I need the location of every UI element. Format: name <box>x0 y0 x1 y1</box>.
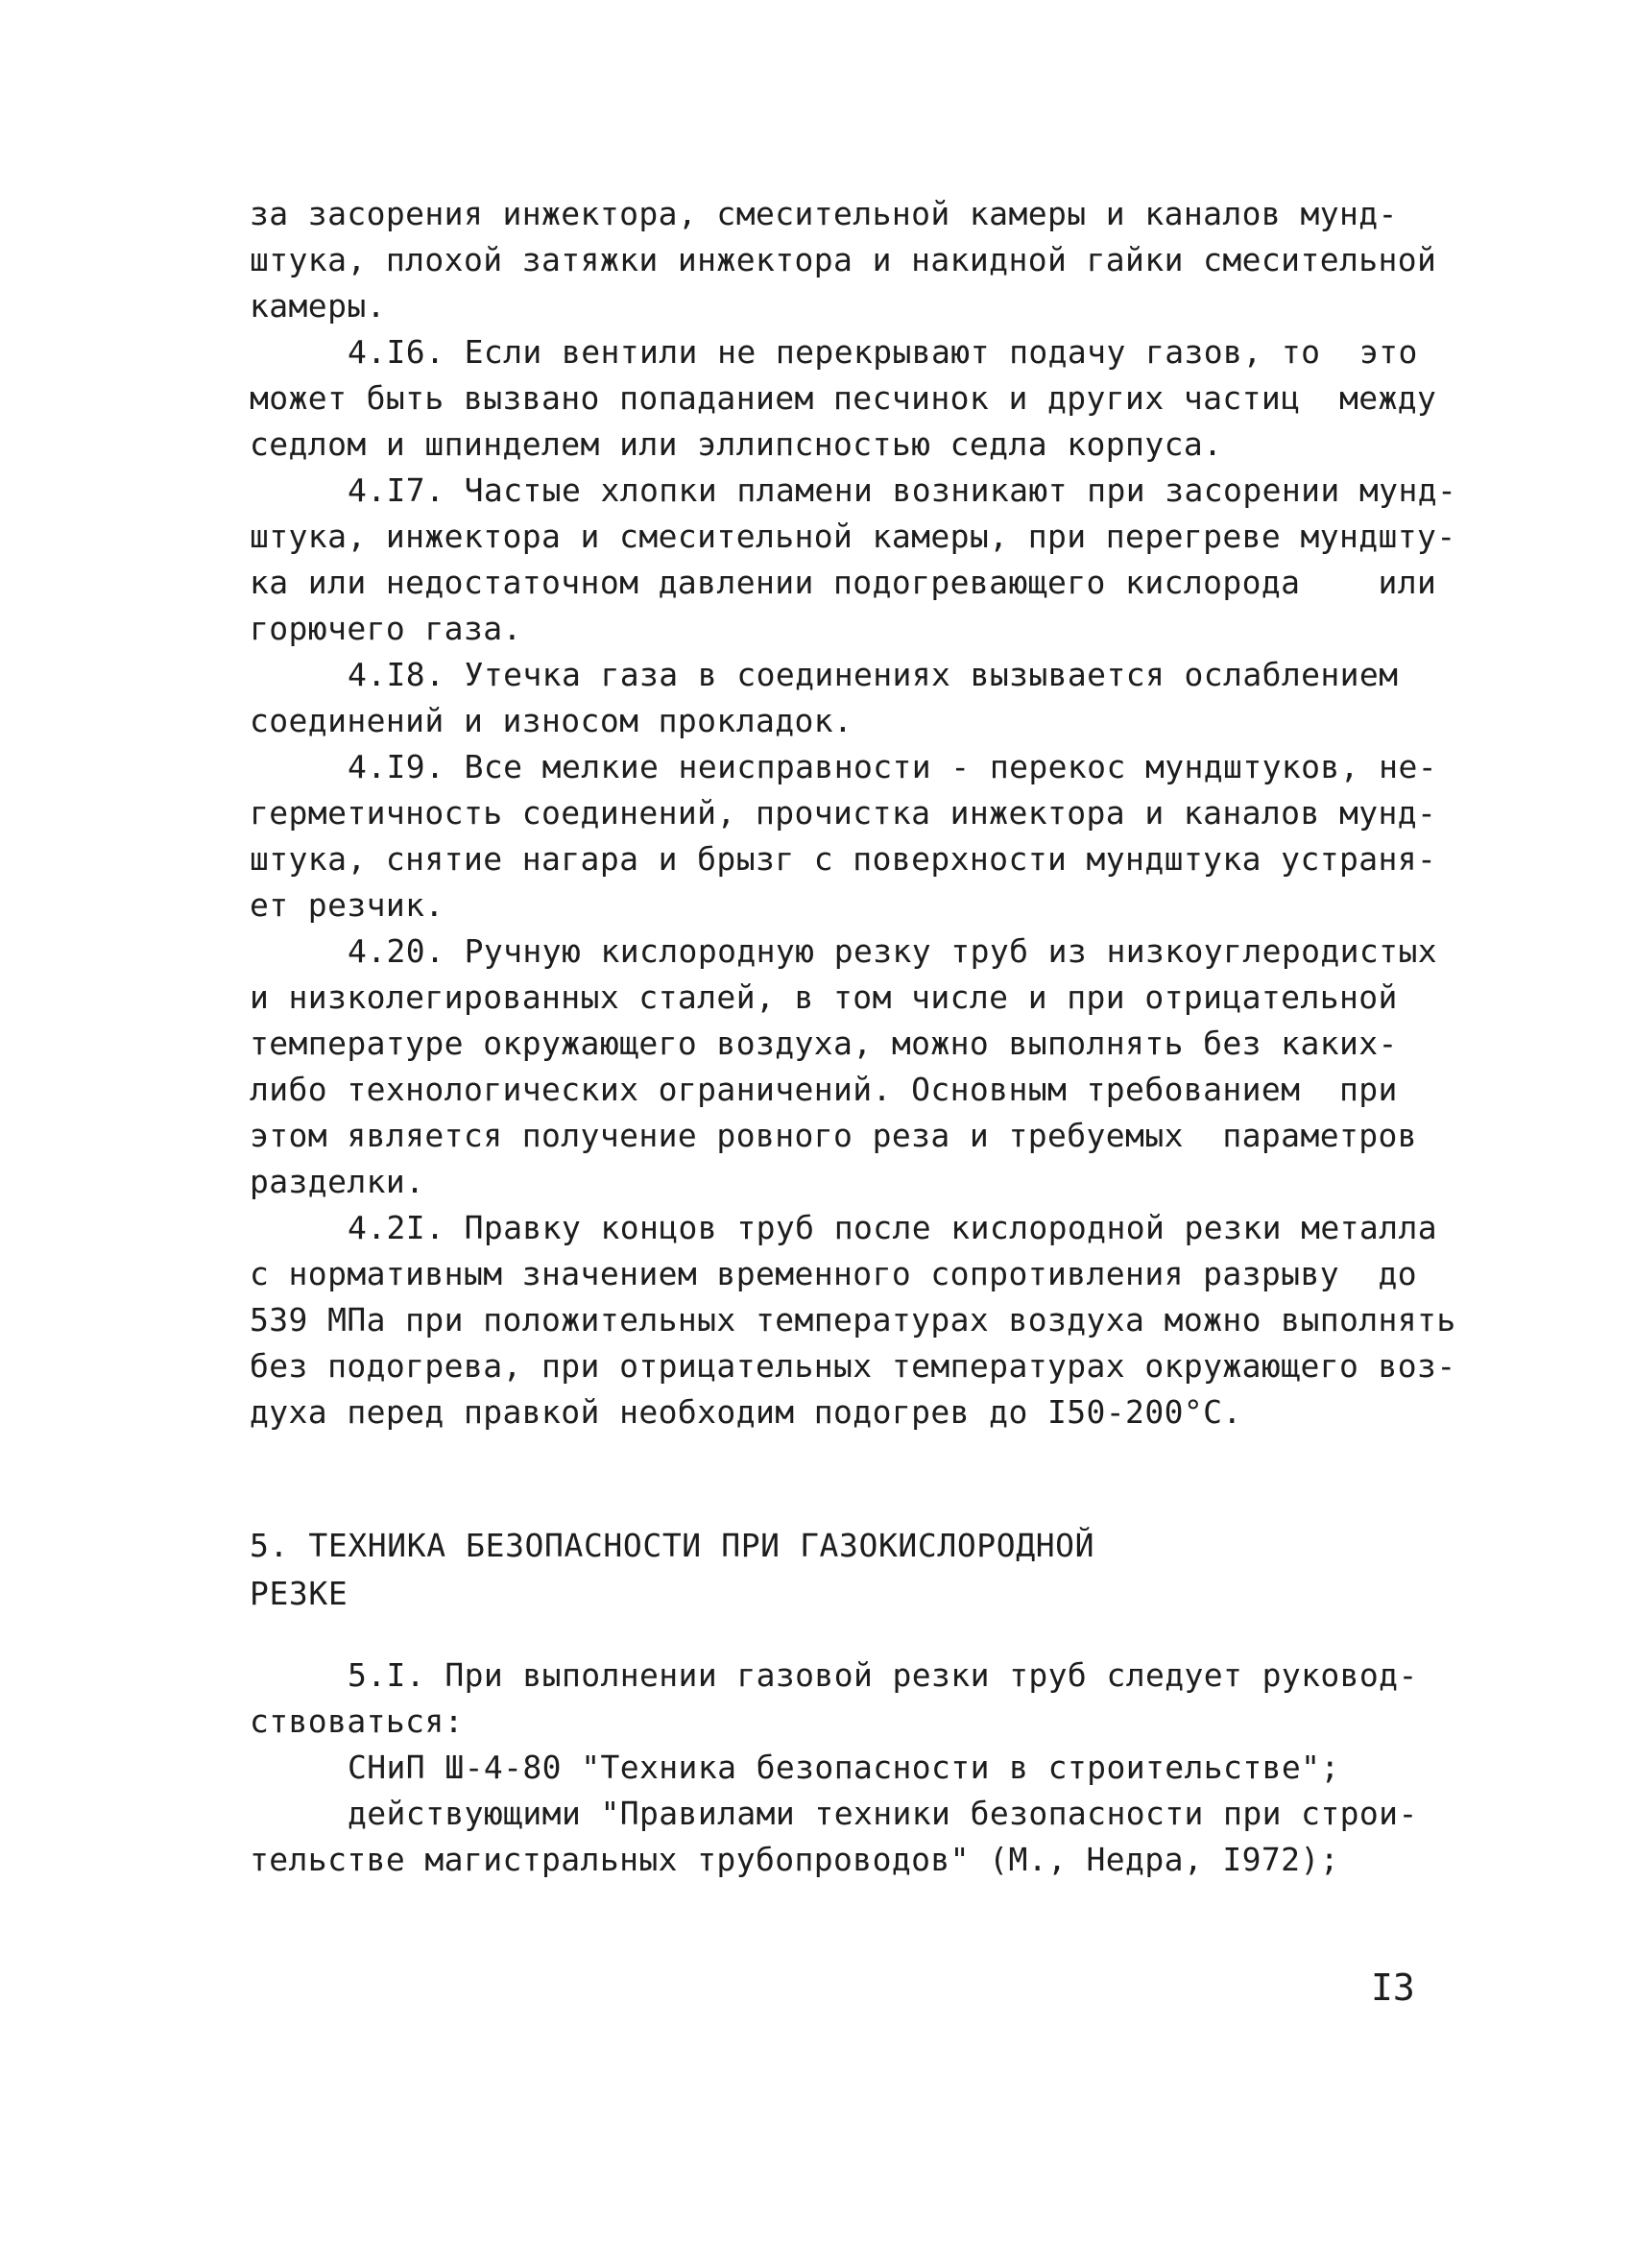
text-line: разделки. <box>250 1163 425 1200</box>
paragraph-5-1-line: 5.I. При выполнении газовой резки труб следует руковод- <box>348 1656 1418 1694</box>
text-line: этом является получение ровного реза и требуемых параметров <box>250 1117 1418 1154</box>
paragraph-4-16-line: 4.I6. Если вентили не перекрывают подачу газов, то это <box>348 333 1418 371</box>
text-line: штука, инжектора и смесительной камеры, при перегреве мундшту- <box>250 518 1456 555</box>
paragraph-4-20-line: 4.20. Ручную кислородную резку труб из низкоуглеродистых <box>348 932 1437 970</box>
text-line: соединений и износом прокладок. <box>250 702 853 739</box>
text-line: может быть вызвано попаданием песчинок и других частиц между <box>250 379 1437 417</box>
paragraph-4-21-line: 4.2I. Правку концов труб после кислородной резки металла <box>348 1209 1437 1246</box>
text-line: духа перед правкой необходим подогрев до I50-200°С. <box>250 1393 1242 1431</box>
paragraph-4-19-line: 4.I9. Все мелкие неисправности - перекос мундштуков, не- <box>348 748 1437 785</box>
section-heading: 5. ТЕХНИКА БЕЗОПАСНОСТИ ПРИ ГАЗОКИСЛОРОДНОЙ <box>250 1527 1095 1564</box>
paragraph-4-17-line: 4.I7. Частые хлопки пламени возникают при засорении мунд- <box>348 471 1457 509</box>
page-number: I3 <box>1371 1966 1415 2009</box>
text-line: либо технологических ограничений. Основным требованием при <box>250 1071 1398 1108</box>
text-line: и низколегированных сталей, в том числе и при отрицательной <box>250 978 1398 1016</box>
section-heading-continuation: РЕЗКЕ <box>250 1575 348 1612</box>
text-line: 539 МПа при положительных температурах воздуха можно выполнять <box>250 1301 1456 1339</box>
text-line: ствоваться: <box>250 1702 464 1740</box>
text-line: герметичность соединений, прочистка инжектора и каналов мунд- <box>250 794 1437 832</box>
text-line: горючего газа. <box>250 610 522 647</box>
text-line: действующими "Правилами техники безопасности при строи- <box>348 1795 1418 1832</box>
paragraph-4-18-line: 4.I8. Утечка газа в соединениях вызывается ослаблением <box>348 656 1399 693</box>
text-line: ет резчик. <box>250 886 445 924</box>
text-line: камеры. <box>250 287 386 325</box>
text-line: седлом и шпинделем или эллипсностью седла корпуса. <box>250 425 1223 463</box>
text-line: тельстве магистральных трубопроводов" (М., Недра, I972); <box>250 1841 1339 1878</box>
text-line: СНиП Ш-4-80 "Техника безопасности в строительстве"; <box>348 1749 1340 1786</box>
text-line: температуре окружающего воздуха, можно выполнять без каких- <box>250 1025 1398 1062</box>
text-line: штука, плохой затяжки инжектора и накидной гайки смесительной <box>250 241 1437 278</box>
text-line: штука, снятие нагара и брызг с поверхности мундштука устраня- <box>250 840 1437 878</box>
text-line: без подогрева, при отрицательных температурах окружающего воз- <box>250 1347 1456 1385</box>
text-line: за засорения инжектора, смесительной камеры и каналов мунд- <box>250 195 1398 232</box>
text-line: ка или недостаточном давлении подогревающего кислорода или <box>250 564 1437 601</box>
text-line: с нормативным значением временного сопротивления разрыву до <box>250 1255 1418 1292</box>
